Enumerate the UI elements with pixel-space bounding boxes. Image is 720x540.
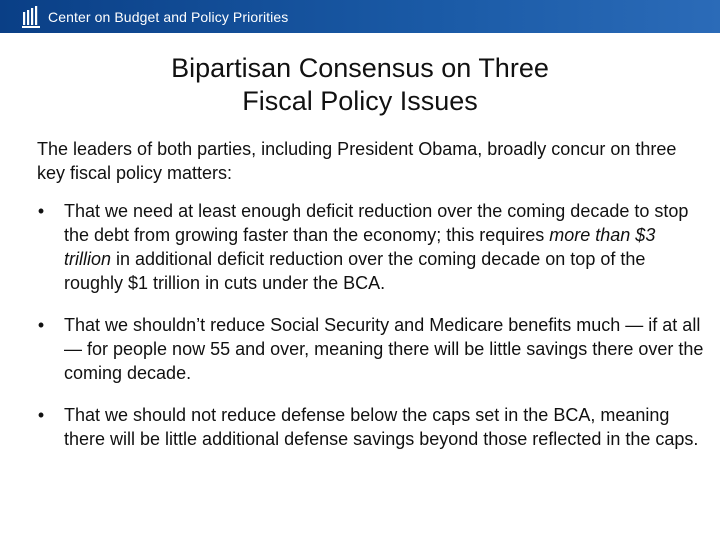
bullet-text-part: in additional deficit reduction over the coming decade on top of the roughly $1 trillion in cuts under the BCA. [64,249,646,293]
slide-title-line-1: Bipartisan Consensus on Three [171,53,549,83]
slide-title-line-2: Fiscal Policy Issues [242,86,478,116]
intro-paragraph: The leaders of both parties, including President Obama, broadly concur on three key fiscal policy matters: [37,139,677,183]
bullet-item-social-security [0,313,704,385]
bullet-item-deficit [0,199,704,295]
bullet-marker: • [37,405,45,425]
slide-title [0,52,720,118]
header-bar [0,0,720,33]
bullet-marker: • [37,201,45,221]
bullet-text: That we should not reduce defense below the caps set in the BCA, meaning there will be little additional defense savings beyond those reflected in the caps. [64,405,699,449]
building-columns-icon [20,6,42,28]
bullet-item-defense [0,403,704,451]
bullet-emphasis: more than $3 trillion [64,225,656,269]
organization-name: Center on Budget and Policy Priorities [48,8,289,25]
bullet-list [0,199,720,469]
bullet-text-part: That we need at least enough deficit reduction over the coming decade to stop the debt from growing faster than the economy; this requires [64,201,689,245]
bullet-marker: • [37,315,45,335]
bullet-text: That we shouldn’t reduce Social Security and Medicare benefits much — if at all — for people now 55 and over, meaning there will be little savings there over the coming decade. [64,315,704,383]
